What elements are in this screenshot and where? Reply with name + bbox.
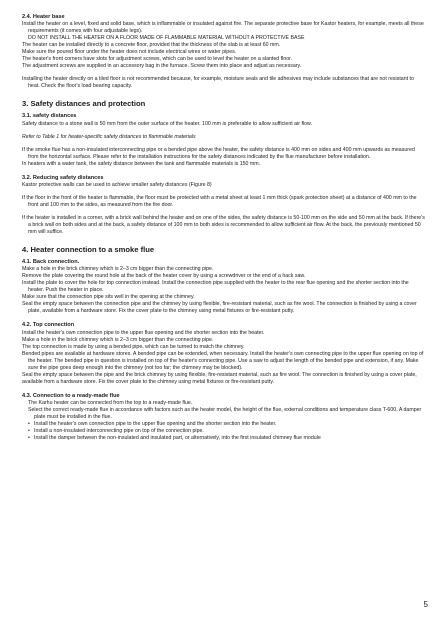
section-heading-4-3: 4.3. Connection to a ready-made flue (22, 392, 120, 399)
section-heading-3: 3. Safety distances and protection (22, 99, 146, 109)
list-item: • Install the damper between the non-insulated and insulated part, or alternatively, into the first insulated chimney flue module (34, 435, 426, 442)
section-heading-2-4: 2.4. Heater base (22, 14, 65, 20)
paragraph: If the smoke flue has a non-insulated interconnecting pipe or a bended pipe above the heater, the safety distance is 400 mm on sides and 400 mm upwards as measured from the horizontal surface. Please refer to the installation instructions for the safety distances indicated by the flue manufacturer before installation. (22, 146, 415, 160)
paragraph: Kastor protective walls can be used to achieve smaller safety distances (Figure 8) (22, 181, 212, 188)
paragraph: Seal the empty space between the pipe and the brick chimney by using flexible, fire-resistant material, such as fire wool. The connection is finished by using a cover plate, available from a hardware store. Fix the cover plate to the chimney using metal fixtures or fire-resistant putty. (22, 371, 417, 385)
paragraph: The heater can be installed directly to a concrete floor, provided that the thickness of the slab is at least 60 mm. (22, 42, 281, 49)
paragraph: Make a hole in the brick chimney which is 2–3 cm bigger than the connecting pipe. (22, 336, 214, 343)
section-heading-3-1: 3.1. safety distances (22, 113, 77, 120)
section-heading-3-2: 3.2. Reducing safety distances (22, 174, 104, 181)
paragraph: Make sure that the connection pipe sits well in the opening at the chimney. (22, 294, 195, 301)
list-item: • Install the heater's own connection pipe to the upper flue opening and the shorter section into the heater. (34, 421, 426, 428)
paragraph: Make sure the poured floor under the heater does not include electrical wires or water pipes. (22, 49, 237, 56)
paragraph: Install the heater on a level, fixed and solid base, which is inflammable or insulated against fire. The separate protective base for Kastor heaters, for example, meets all these requirements (it comes with four adjustable legs). (22, 21, 424, 35)
section-heading-4-1: 4.1. Back connection. (22, 259, 80, 266)
paragraph: The heater's front corners have slots for adjustment screws, which can be used to level the heater on a slanted floor. (22, 56, 293, 63)
paragraph: Safety distance to a stone wall is 50 mm from the outer surface of the heater. 100 mm is preferable to allow sufficient air flow. (22, 120, 312, 127)
document-page (22, 14, 426, 442)
paragraph: Bended pipes are available at hardware stores. A bended pipe can be extended, when necessary. Install the heater's own connecting pipe to the upper flue opening on top of the heater. The bended pipe in question is installed on top of the heater's connecting pipe. Use a saw to adjust the length of the bended pipe and extension, if any. Make sure the pipe goes deep enough into the chimney (not too far; the chimney may be blocked). (22, 350, 424, 371)
paragraph: If the heater is installed in a corner, with a brick wall behind the heater and on one of the sides, the safety distance is 50-100 mm on the side and 50 mm at the back. If there's a brick wall on both sides and at the back, a safety distance of 100 mm to both sides is recommended to allow sufficient air flow. At the back, the previously mentioned 50 mm will suffice. (22, 214, 425, 236)
section-heading-4: 4. Heater connection to a smoke flue (22, 245, 155, 255)
table-reference: Refer to Table 1 for heater-specific safety distances to flammable materials (22, 133, 196, 140)
paragraph: The Karhu heater can be connected from the top to a ready-made flue. (28, 399, 193, 406)
paragraph: Remove the plate covering the round hole at the back of the heater cover by using a screwdriver or the end of a hack saw. (22, 273, 306, 280)
paragraph: Seal the empty space between the connection pipe and the chimney by using flexible, fire-resistant material, such as fire wool. The connection is finished by using a cover plate, available from a hardware store. Fix the cover plate to the chimney using metal fixtures or fire-resistant putty. (22, 301, 417, 315)
paragraph: Make a hole in the brick chimney which is 2–3 cm bigger than the connecting pipe. (22, 266, 214, 273)
paragraph: The top connection is made by using a bended pipe, which can be turned to match the chimney. (22, 343, 245, 350)
paragraph: The adjustment screws are supplied in an accessory bag in the furnace. Screw them into place and adjust as necessary. (22, 63, 302, 70)
paragraph: If the floor in the front of the heater is flammable, the floor must be protected with a metal sheet at least 1 mm thick (spark protection sheet) at a distance of 400 mm to the front and 100 mm to the sides, as measured from the fire door. (22, 194, 417, 208)
paragraph: Installing the heater directly on a tiled floor is not recommended because, for example, moisture seals and tile adhesives may include substances that are not resistant to heat. Check the floor's load bearing capacity. (22, 76, 414, 90)
warning-text: DO NOT INSTALL THE HEATER ON A FLOOR MADE OF FLAMMABLE MATERIAL WITHOUT A PROTECTIVE BASE (28, 35, 305, 42)
paragraph: Install the plate to cover the hole for top connection instead. Install the connection pipe supplied with the heater to the rear flue opening and the shorter section into the heater. Push the heater in place. (22, 280, 409, 294)
list-item: • Install a non-insulated interconnecting pipe on top of the connection pipe. (34, 428, 426, 435)
bullet-list (22, 421, 426, 442)
paragraph: Install the heater's own connection pipe to the upper flue opening and the shorter section into the heater. (22, 329, 265, 336)
paragraph: Select the correct ready-made flue in accordance with factors such as the heater model, the height of the flue, external conditions and temperature class T-600. A damper plate must be installed in the flue. (28, 406, 422, 421)
section-heading-4-2: 4.2. Top connection (22, 322, 75, 329)
page-number: 5 (423, 600, 428, 609)
paragraph: In heaters with a water tank, the safety distance between the tank and flammable materials is 150 mm. (22, 160, 261, 167)
